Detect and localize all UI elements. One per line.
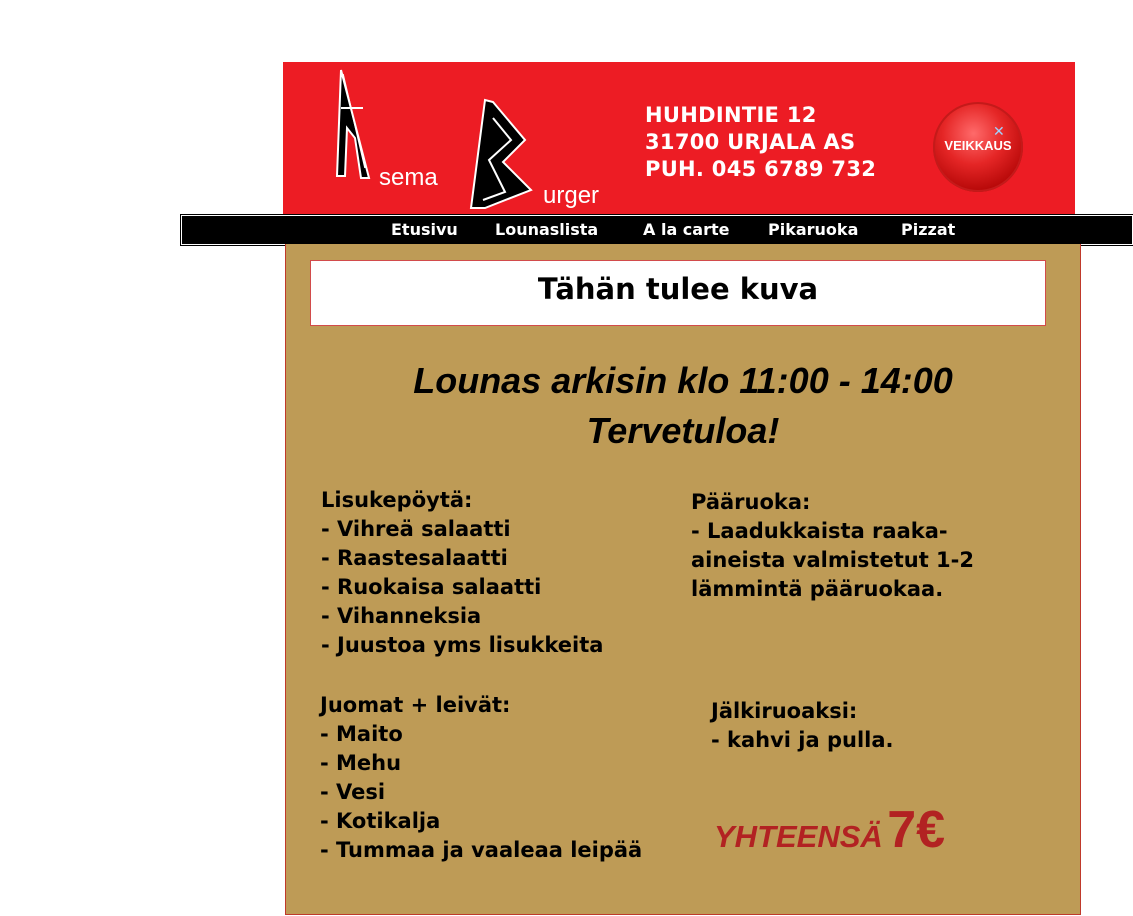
lunch-hours-text: Lounas arkisin klo 11:00 - 14:00 xyxy=(413,360,953,401)
list-item: - Tummaa ja vaaleaa leipää xyxy=(320,838,643,862)
list-item: - Juustoa yms lisukkeita xyxy=(321,633,604,657)
list-item: - Vihanneksia xyxy=(321,604,482,628)
image-placeholder-text: Tähän tulee kuva xyxy=(537,272,819,306)
address-street: HUHDINTIE 12 xyxy=(645,103,817,127)
veikkaus-cross-icon: ✕ xyxy=(993,124,1005,140)
welcome-text: Tervetuloa! xyxy=(586,410,780,451)
nav-item-pizzat[interactable]: Pizzat xyxy=(901,220,956,239)
sides-title: Lisukepöytä: xyxy=(321,488,473,512)
main-course-section xyxy=(691,488,974,604)
image-placeholder xyxy=(310,260,1046,326)
logo-word-sema: sema xyxy=(379,164,438,191)
list-item: - Raastesalaatti xyxy=(321,546,508,570)
list-item: - Vihreä salaatti xyxy=(321,517,511,541)
nav-item-etusivu[interactable]: Etusivu xyxy=(391,220,458,239)
address-block xyxy=(645,102,876,183)
nav-item-lounaslista[interactable]: Lounaslista xyxy=(495,220,599,239)
dessert-section xyxy=(711,697,894,755)
main-course-title: Pääruoka: xyxy=(691,490,811,514)
dessert-title: Jälkiruoaksi: xyxy=(711,699,858,723)
header xyxy=(283,62,1075,217)
main-course-line: lämmintä pääruokaa. xyxy=(691,577,944,601)
nav-item-a-la-carte[interactable]: A la carte xyxy=(643,220,730,239)
main-content xyxy=(285,244,1081,915)
lunch-hours xyxy=(286,356,1080,456)
list-item: - Kotikalja xyxy=(320,809,441,833)
address-phone: PUH. 045 6789 732 xyxy=(645,157,877,181)
address-postal: 31700 URJALA AS xyxy=(645,130,856,154)
main-course-line: aineista valmistetut 1-2 xyxy=(691,548,974,572)
sides-section xyxy=(321,486,603,660)
veikkaus-logo[interactable] xyxy=(933,102,1023,192)
total-price xyxy=(714,800,945,860)
nav-bar xyxy=(181,215,1133,245)
list-item: - Maito xyxy=(320,722,403,746)
list-item: - Vesi xyxy=(320,780,386,804)
main-course-line: - Laadukkaista raaka- xyxy=(691,519,948,543)
asema-burger-logo[interactable] xyxy=(335,68,615,216)
total-amount: 7€ xyxy=(887,801,946,859)
veikkaus-label: VEIKKAUS xyxy=(944,138,1012,153)
nav-item-pikaruoka[interactable]: Pikaruoka xyxy=(768,220,859,239)
total-label: YHTEENSÄ xyxy=(714,819,883,854)
list-item: - Ruokaisa salaatti xyxy=(321,575,542,599)
logo-word-urger: urger xyxy=(543,182,600,209)
drinks-section xyxy=(320,691,642,865)
drinks-title: Juomat + leivät: xyxy=(320,693,511,717)
list-item: - Mehu xyxy=(320,751,402,775)
list-item: - kahvi ja pulla. xyxy=(711,728,894,752)
